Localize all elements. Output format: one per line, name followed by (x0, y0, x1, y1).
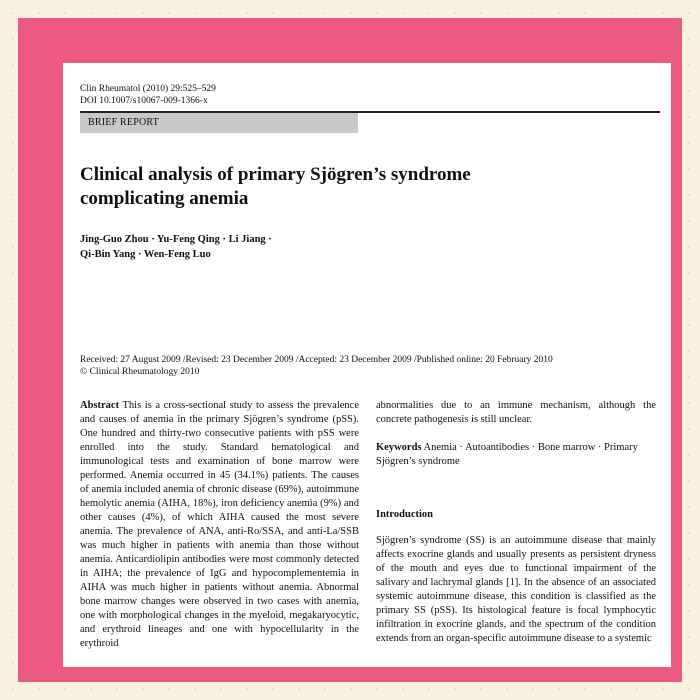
journal-line: Clin Rheumatol (2010) 29:525–529 (80, 84, 216, 94)
abstract-text: This is a cross-sectional study to assess the prevalence and causes of anemia in the primary Sjögren’s syndrome (pSS). One hundred and thirty-two consecutive patients with pSS were enrolled into the study. Standard hematological and immunological tests and examination of bone marrow were performed. Anemia occurred in 45 (34.1%) patients. The causes of anemia included anemia of chronic disease (69%), autoimmune hemolytic anemia (AIHA, 18%), iron deficiency anemia (9%) and other causes (4%), of which AIHA caused the most severe anemia. The prevalence of ANA, anti-Ro/SSA, and anti-La/SSB was much higher in patients with anemia than those without anemia. Anticardiolipin antibodies were most commonly detected in AIHA; the prevalence of IgG and hypocomplementemia in AIHA was much higher in patients without anemia. Abnormal bone marrow changes were observed in two cases with anemia, one with morphological changes in the myeloid, megakaryocytic, and erythroid lineages and one with hypocellularity in the erythroid (80, 400, 359, 649)
abstract-label: Abstract (80, 400, 120, 411)
right-column (376, 399, 656, 660)
doi-line: DOI 10.1007/s10067-009-1366-x (80, 96, 208, 106)
journal-citation (80, 83, 216, 107)
keywords-text: Anemia · Autoantibodies · Bone marrow · Primary Sjögren’s syndrome (376, 442, 638, 467)
paper-page (63, 63, 671, 667)
pink-frame (18, 18, 682, 682)
copyright-line: © Clinical Rheumatology 2010 (80, 367, 200, 377)
keywords (376, 441, 656, 469)
author-line-1: Jing-Guo Zhou · Yu-Feng Qing · Li Jiang · (80, 234, 272, 245)
paper-title: Clinical analysis of primary Sjögren’s syndrome complicating anemia (80, 164, 471, 209)
abstract-continuation: abnormalities due to an immune mechanism, although the concrete pathogenesis is still unclear. (376, 400, 656, 425)
keywords-label: Keywords (376, 442, 422, 453)
author-list (80, 232, 380, 262)
left-column (80, 399, 359, 651)
introduction-text: Sjögren’s syndrome (SS) is an autoimmune disease that mainly affects exocrine glands and usually presents as persistent dryness of the mouth and eyes due to functional impairment of the salivary and lachrymal glands [1]. In the absence of an associated systemic autoimmune disease, this condition is classified as the primary SS (pSS). Its histological feature is focal lymphocytic infiltration in exocrine glands, and the spectrum of the condition extends from an organ-specific autoimmune disease to a systemic (376, 535, 656, 644)
author-line-2: Qi-Bin Yang · Wen-Feng Luo (80, 249, 211, 260)
article-history (80, 354, 660, 378)
section-label: BRIEF REPORT (80, 113, 358, 133)
introduction-heading: Introduction (376, 509, 433, 520)
abstract (80, 399, 359, 651)
history-line: Received: 27 August 2009 /Revised: 23 December 2009 /Accepted: 23 December 2009 /Published online: 20 February 2010 (80, 355, 553, 365)
